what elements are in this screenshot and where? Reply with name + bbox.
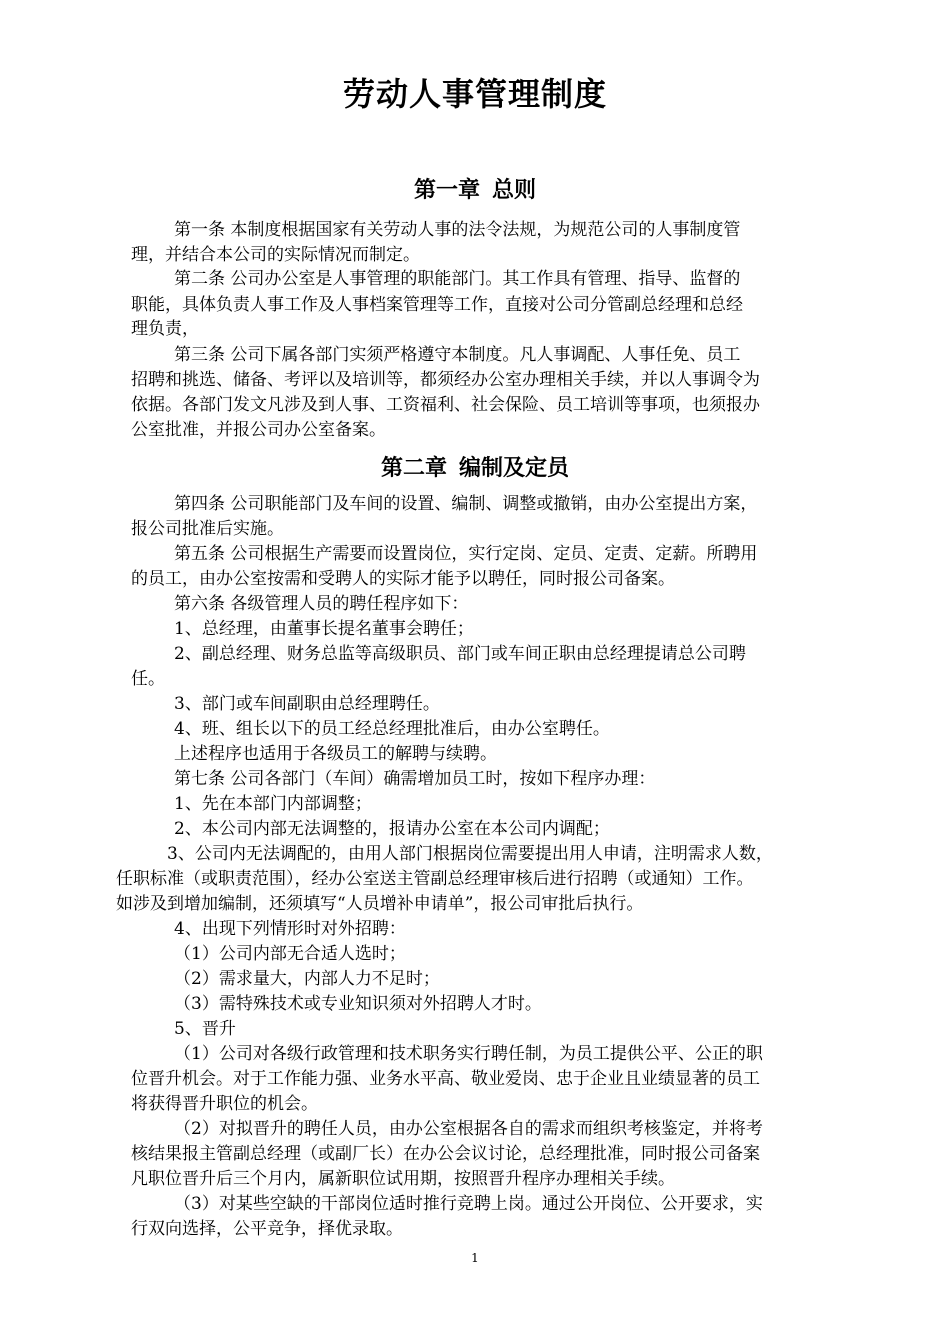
document-title: 劳动人事管理制度 (342, 75, 607, 113)
paragraph-line: 2、本公司内部无法调整的，报请办公室在本公司内调配； (174, 819, 610, 839)
paragraph-line: 2、副总经理、财务总监等高级职员、部门或车间正职由总经理提请总公司聘 (174, 644, 746, 664)
paragraph-line: （3）需特殊技术或专业知识须对外招聘人才时。 (174, 994, 542, 1014)
chapter-number: 第二章 (380, 456, 447, 481)
page-number: 1 (471, 1251, 479, 1265)
paragraph-line: 任。 (131, 669, 165, 689)
paragraph-line: 报公司批准后实施。 (131, 519, 284, 539)
paragraph-line: 行双向选择，公平竞争，择优录取。 (131, 1219, 403, 1239)
paragraph-line: 第七条 公司各部门（车间）确需增加员工时，按如下程序办理： (174, 769, 656, 789)
paragraph-line: （2）需求量大，内部人力不足时； (174, 969, 440, 989)
paragraph-line: 第二条 公司办公室是人事管理的职能部门。其工作具有管理、指导、监督的 (174, 269, 741, 289)
chapter-name: 总则 (492, 178, 537, 203)
paragraph-line: 职能，具体负责人事工作及人事档案管理等工作，直接对公司分管副总经理和总经 (131, 295, 743, 315)
paragraph-line: 1、先在本部门内部调整； (174, 794, 372, 814)
paragraph-line: 公室批准，并报公司办公室备案。 (131, 420, 386, 440)
paragraph-line: 依据。各部门发文凡涉及到人事、工资福利、社会保险、员工培训等事项，也须报办 (131, 395, 760, 415)
paragraph-line: 如涉及到增加编制，还须填写“人员增补申请单”，报公司审批后执行。 (116, 894, 644, 914)
chapter-name: 编制及定员 (459, 456, 570, 481)
paragraph-line: 1、总经理，由董事长提名董事会聘任； (174, 619, 474, 639)
paragraph-line: 第一条 本制度根据国家有关劳动人事的法令法规，为规范公司的人事制度管 (174, 220, 741, 240)
paragraph-line: 的员工，由办公室按需和受聘人的实际才能予以聘任，同时报公司备案。 (131, 569, 675, 589)
paragraph-line: （2）对拟晋升的聘任人员，由办公室根据各自的需求而组织考核鉴定，并将考 (174, 1119, 763, 1139)
chapter-heading-1 (0, 176, 950, 206)
paragraph-line: 4、班、组长以下的员工经总经理批准后，由办公室聘任。 (174, 719, 610, 739)
paragraph-line: 第五条 公司根据生产需要而设置岗位，实行定岗、定员、定责、定薪。所聘用 (174, 544, 758, 564)
paragraph-line: 4、出现下列情形时对外招聘： (174, 919, 406, 939)
paragraph-line: 任职标准（或职责范围），经办公室送主管副总经理审核后进行招聘（或通知）工作。 (116, 869, 754, 889)
paragraph-line: 理，并结合本公司的实际情况而制定。 (131, 245, 420, 265)
paragraph-line: 凡职位晋升后三个月内，属新职位试用期，按照晋升程序办理相关手续。 (131, 1169, 675, 1189)
paragraph-line: 理负责， (131, 319, 199, 339)
paragraph-line: 第三条 公司下属各部门实须严格遵守本制度。凡人事调配、人事任免、员工 (174, 345, 741, 365)
paragraph-line: 位晋升机会。对于工作能力强、业务水平高、敬业爱岗、忠于企业且业绩显著的员工 (131, 1069, 760, 1089)
paragraph-line: 核结果报主管副总经理（或副厂长）在办公会议讨论，总经理批准，同时报公司备案 (131, 1144, 760, 1164)
paragraph-line: （1）公司内部无合适人选时； (174, 944, 406, 964)
paragraph-line: 3、部门或车间副职由总经理聘任。 (174, 694, 440, 714)
paragraph-line: （1）公司对各级行政管理和技术职务实行聘任制，为员工提供公平、公正的职 (174, 1044, 763, 1064)
paragraph-line: 第六条 各级管理人员的聘任程序如下： (174, 594, 469, 614)
chapter-heading-2 (0, 454, 950, 484)
paragraph-line: 5、晋升 (174, 1019, 236, 1039)
chapter-number: 第一章 (413, 178, 480, 203)
paragraph-line: （3）对某些空缺的干部岗位适时推行竞聘上岗。通过公开岗位、公开要求，实 (174, 1194, 763, 1214)
paragraph-line: 第四条 公司职能部门及车间的设置、编制、调整或撤销，由办公室提出方案， (174, 494, 758, 514)
paragraph-line: 招聘和挑选、储备、考评以及培训等，都须经办公室办理相关手续，并以人事调令为 (131, 370, 760, 390)
paragraph-line: 将获得晋升职位的机会。 (131, 1094, 318, 1114)
paragraph-line: 上述程序也适用于各级员工的解聘与续聘。 (174, 744, 497, 764)
paragraph-line: 3、公司内无法调配的，由用人部门根据岗位需要提出用人申请，注明需求人数， (167, 844, 773, 864)
